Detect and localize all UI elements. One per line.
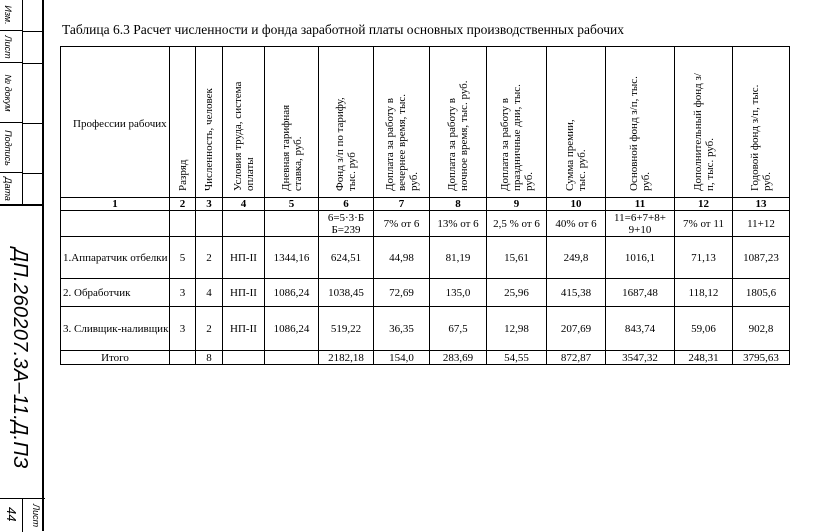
payroll-table [60, 46, 790, 365]
formula-cell: 13% от 6 [430, 211, 487, 237]
table-cell: НП-II [223, 279, 265, 307]
table-cell: 118,12 [675, 279, 733, 307]
table-cell: 71,13 [675, 237, 733, 279]
stamp-label-change: Изм. [0, 0, 22, 31]
table-cell: 25,96 [487, 279, 547, 307]
header-cell: Разряд [170, 47, 196, 198]
column-number: 1 [61, 198, 170, 211]
formula-cell: 7% от 11 [675, 211, 733, 237]
profession-cell: 2. Обработчик [61, 279, 170, 307]
stamp-line [22, 173, 44, 174]
table-cell: НП-II [223, 307, 265, 351]
table-cell: 59,06 [675, 307, 733, 351]
column-number: 3 [196, 198, 223, 211]
header-cell: Основной фонд з/п, тыс. руб. [606, 47, 675, 198]
profession-cell: 1.Аппаратчик отбелки [61, 237, 170, 279]
stamp-label-doc-number: № докум [0, 63, 22, 123]
table-cell: 207,69 [547, 307, 606, 351]
table-cell: 1687,48 [606, 279, 675, 307]
header-cell: Численность, человек [196, 47, 223, 198]
sheet-label: Лист [22, 498, 45, 532]
table-cell: 4 [196, 279, 223, 307]
formula-row [61, 211, 790, 237]
formula-cell [61, 211, 170, 237]
total-row [61, 351, 790, 365]
header-cell: Условия труда, система оплаты [223, 47, 265, 198]
stamp-label-signature: Подпись [0, 123, 22, 173]
total-cell: 3547,32 [606, 351, 675, 365]
total-cell [265, 351, 319, 365]
table-caption: Таблица 6.3 Расчет численности и фонда заработной платы основных производственных рабочих [62, 22, 625, 37]
stamp-frame [0, 0, 44, 531]
stamp-line [22, 63, 44, 64]
table-cell: 3 [170, 307, 196, 351]
column-number-row [61, 198, 790, 211]
column-number: 10 [547, 198, 606, 211]
table-cell: НП-II [223, 237, 265, 279]
table-cell: 135,0 [430, 279, 487, 307]
total-cell: 248,31 [675, 351, 733, 365]
total-cell: 3795,63 [733, 351, 790, 365]
formula-cell [170, 211, 196, 237]
table-cell: 519,22 [319, 307, 374, 351]
header-cell: Сумма премии, тыс. руб. [547, 47, 606, 198]
formula-cell: 11=6+7+8+ 9+10 [606, 211, 675, 237]
table-cell: 3 [170, 279, 196, 307]
total-cell: 154,0 [374, 351, 430, 365]
document-code: ДП.260207.3А–11.Д.ПЗ [9, 248, 31, 469]
table-cell: 36,35 [374, 307, 430, 351]
total-cell [170, 351, 196, 365]
column-number: 12 [675, 198, 733, 211]
header-cell: Доплата за работу в вечернее время, тыс. руб. [374, 47, 430, 198]
table-cell: 67,5 [430, 307, 487, 351]
table-cell: 1805,6 [733, 279, 790, 307]
table-cell: 624,51 [319, 237, 374, 279]
header-cell: Фонд з/п по тарифу, тыс. руб [319, 47, 374, 198]
table-row [61, 307, 790, 351]
total-cell: 8 [196, 351, 223, 365]
column-number: 7 [374, 198, 430, 211]
table-cell: 415,38 [547, 279, 606, 307]
stamp-divider [0, 204, 44, 206]
stamp-line [22, 123, 44, 124]
table-cell: 72,69 [374, 279, 430, 307]
total-cell [223, 351, 265, 365]
table-cell: 2 [196, 237, 223, 279]
header-cell: Профессии рабочих [61, 47, 170, 198]
table-cell: 1038,45 [319, 279, 374, 307]
table-cell: 44,98 [374, 237, 430, 279]
formula-cell [223, 211, 265, 237]
column-number: 11 [606, 198, 675, 211]
header-row [61, 47, 790, 198]
formula-cell: 11+12 [733, 211, 790, 237]
formula-cell [196, 211, 223, 237]
table-cell: 2 [196, 307, 223, 351]
total-cell: 872,87 [547, 351, 606, 365]
profession-cell: 3. Сливщик-наливщик [61, 307, 170, 351]
table-cell: 5 [170, 237, 196, 279]
header-cell: Дополнительный фонд з/п, тыс. руб. [675, 47, 733, 198]
column-number: 8 [430, 198, 487, 211]
formula-cell: 7% от 6 [374, 211, 430, 237]
formula-cell: 2,5 % от 6 [487, 211, 547, 237]
table-cell: 1344,16 [265, 237, 319, 279]
header-cell: Доплата за работу в ночное время, тыс. руб. [430, 47, 487, 198]
table-cell: 1087,23 [733, 237, 790, 279]
column-number: 13 [733, 198, 790, 211]
column-number: 4 [223, 198, 265, 211]
table-cell: 902,8 [733, 307, 790, 351]
table-cell: 1086,24 [265, 279, 319, 307]
table-cell: 15,61 [487, 237, 547, 279]
total-label: Итого [61, 351, 170, 365]
formula-cell: 6=5·3·Б Б=239 [319, 211, 374, 237]
table-row [61, 237, 790, 279]
table-cell: 81,19 [430, 237, 487, 279]
total-cell: 54,55 [487, 351, 547, 365]
column-number: 5 [265, 198, 319, 211]
formula-cell [265, 211, 319, 237]
header-cell: Дневная тарифная ставка, руб. [265, 47, 319, 198]
header-cell: Годовой фонд з/п, тыс. руб. [733, 47, 790, 198]
table-row [61, 279, 790, 307]
stamp-line [22, 31, 44, 32]
table-cell: 843,74 [606, 307, 675, 351]
column-number: 6 [319, 198, 374, 211]
formula-cell: 40% от 6 [547, 211, 606, 237]
total-cell: 2182,18 [319, 351, 374, 365]
table-cell: 1086,24 [265, 307, 319, 351]
stamp-label-sheet: Лист [0, 31, 22, 63]
column-number: 9 [487, 198, 547, 211]
table-cell: 12,98 [487, 307, 547, 351]
total-cell: 283,69 [430, 351, 487, 365]
stamp-label-date: Дата [0, 173, 22, 205]
column-number: 2 [170, 198, 196, 211]
table-cell: 1016,1 [606, 237, 675, 279]
header-cell: Доплата за работу в праздничные дни, тыс. руб. [487, 47, 547, 198]
sheet-number: 44 [0, 498, 22, 532]
table-cell: 249,8 [547, 237, 606, 279]
